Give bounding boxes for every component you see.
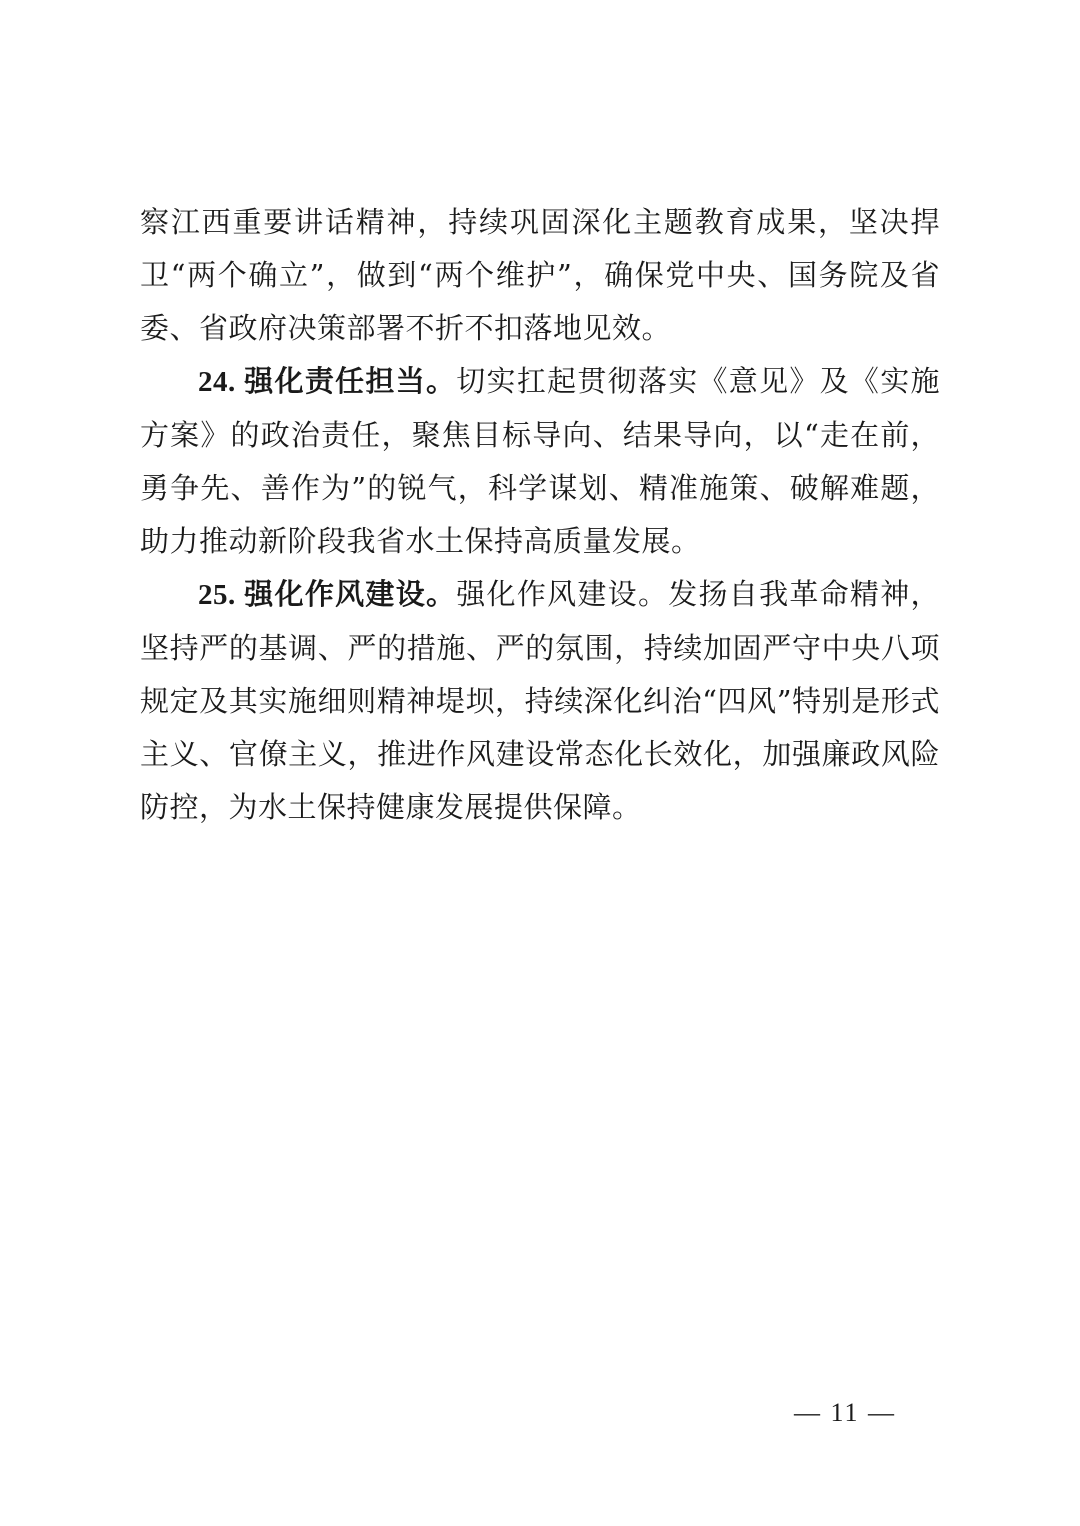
item-number: 24. xyxy=(198,366,245,398)
item-heading: 强化责任担当。 xyxy=(244,364,457,398)
paragraph-continuation xyxy=(140,196,940,355)
paragraph-text: 强化作风建设。发扬自我革命精神，坚持严的基调、严的措施、严的氛围，持续加固严守中央八项规定及其实施细则精神堤坝，持续深化纠治“四风”特别是形式主义、官僚主义，推进作风建设常态化长效化，加强廉政风险防控，为水土保持健康发展提供保障。 xyxy=(140,577,940,824)
paragraph-item-25 xyxy=(140,568,940,834)
page-number: — 11 — xyxy=(793,1398,897,1427)
paragraph-text: 察江西重要讲话精神，持续巩固深化主题教育成果，坚决捍卫“两个确立”，做到“两个维护”，确保党中央、国务院及省委、省政府决策部署不折不扣落地见效。 xyxy=(140,205,940,345)
item-heading: 强化作风建设。 xyxy=(244,577,457,611)
document-body xyxy=(140,196,940,834)
item-number: 25. xyxy=(198,579,245,611)
paragraph-item-24 xyxy=(140,355,940,568)
paragraph-text: 切实扛起贯彻落实《意见》及《实施方案》的政治责任，聚焦目标导向、结果导向，以“走在前，勇争先、善作为”的锐气，科学谋划、精准施策、破解难题，助力推动新阶段我省水土保持高质量发展。 xyxy=(140,364,940,558)
